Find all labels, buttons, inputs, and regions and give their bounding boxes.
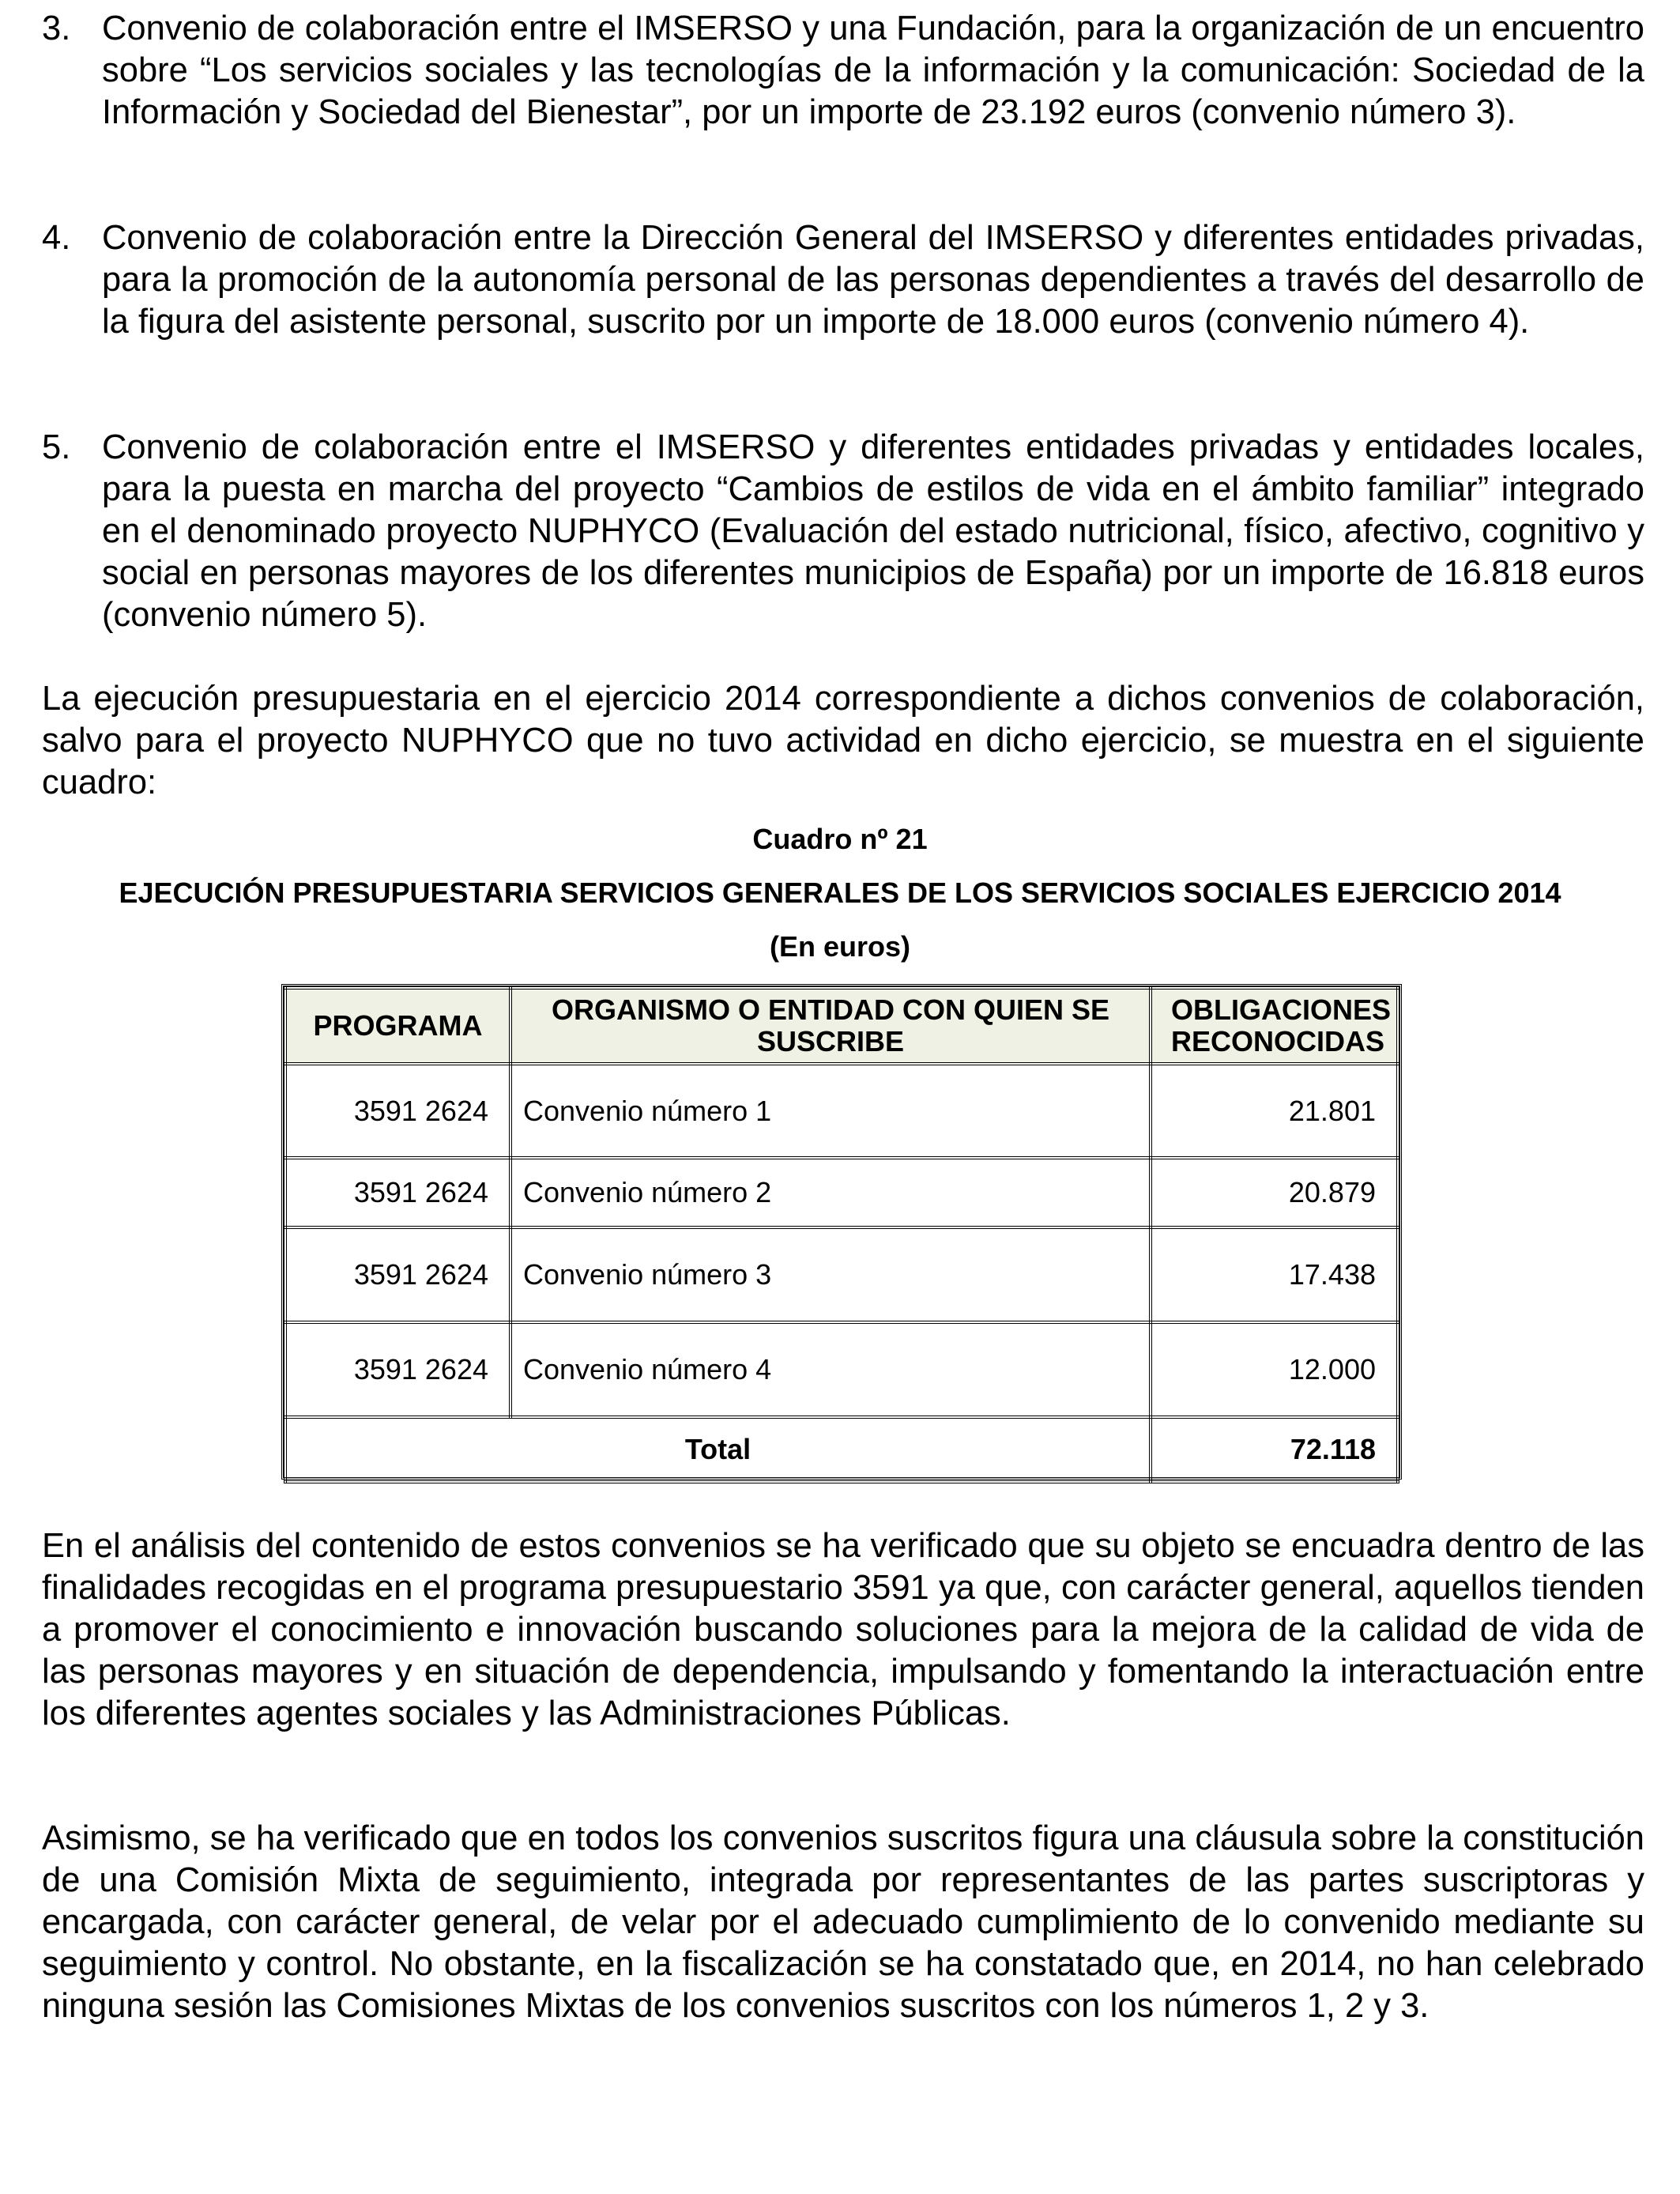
list-item-3 [42, 8, 1644, 134]
table-units: (En euros) [769, 930, 910, 963]
table-row [285, 1227, 1398, 1322]
cell-programa: 3591 2624 [285, 1227, 510, 1322]
cell-obligaciones: 20.879 [1151, 1158, 1398, 1227]
cell-programa: 3591 2624 [285, 1322, 510, 1417]
list-text: Convenio de colaboración entre la Dirección General del IMSERSO y diferentes entidades privadas, para la promoción de la autonomía personal de las personas dependientes a través del desarrollo de la figura del asistente personal, suscrito por un importe de 18.000 euros (convenio número 4). [102, 219, 1644, 341]
list-number: 3. [42, 9, 71, 47]
table-header-row [285, 988, 1398, 1064]
header-programa: PROGRAMA [285, 988, 510, 1064]
cell-programa: 3591 2624 [285, 1158, 510, 1227]
total-value: 72.118 [1151, 1417, 1398, 1482]
table-row [285, 1064, 1398, 1158]
list-item-4 [42, 217, 1644, 343]
list-text: Convenio de colaboración entre el IMSERSO y diferentes entidades privadas y entidades locales, para la puesta en marcha del proyecto “Cambios de estilos de vida en el ámbito familiar” integrado en el denominado proyecto NUPHYCO (Evaluación del estado nutricional, físico, afectivo, cognitivo y social en personas mayores de los diferentes municipios de España) por un importe de 16.818 euros (convenio número 5). [102, 428, 1644, 634]
header-organismo: ORGANISMO O ENTIDAD CON QUIEN SE SUSCRIBE [510, 988, 1151, 1064]
cell-obligaciones: 12.000 [1151, 1322, 1398, 1417]
cell-organismo: Convenio número 4 [510, 1322, 1151, 1417]
total-label: Total [285, 1417, 1151, 1482]
analysis-paragraph: En el análisis del contenido de estos convenios se ha verificado que su objeto se encuadra dentro de las finalidades recogidas en el programa presupuestario 3591 ya que, con carácter general, aquellos tienden a promover el conocimiento e innovación buscando soluciones para la mejora de la calidad de vida de las personas mayores y en situación de dependencia, impulsando y fomentando la interactuación entre los diferentes agentes sociales y las Administraciones Públicas. [42, 1527, 1644, 1732]
header-obligaciones: OBLIGACIONES RECONOCIDAS [1151, 988, 1398, 1064]
cell-organismo: Convenio número 2 [510, 1158, 1151, 1227]
table-number: Cuadro nº 21 [752, 823, 928, 855]
cell-organismo: Convenio número 1 [510, 1064, 1151, 1158]
list-item-5 [42, 427, 1644, 636]
list-number: 5. [42, 428, 71, 466]
intro-paragraph: La ejecución presupuestaria en el ejercicio 2014 correspondiente a dichos convenios de colaboración, salvo para el proyecto NUPHYCO que no tuvo actividad en dicho ejercicio, se muestra en el siguiente cuadro: [42, 680, 1644, 801]
table-row [285, 1322, 1398, 1417]
list-number: 4. [42, 219, 71, 257]
table-total-row [285, 1417, 1398, 1482]
budget-table [281, 984, 1402, 1480]
table-title: EJECUCIÓN PRESUPUESTARIA SERVICIOS GENERALES DE LOS SERVICIOS SOCIALES EJERCICIO 2014 [119, 876, 1561, 909]
cell-organismo: Convenio número 3 [510, 1227, 1151, 1322]
table-row [285, 1158, 1398, 1227]
cell-obligaciones: 21.801 [1151, 1064, 1398, 1158]
cell-obligaciones: 17.438 [1151, 1227, 1398, 1322]
commission-paragraph: Asimismo, se ha verificado que en todos los convenios suscritos figura una cláusula sobre la constitución de una Comisión Mixta de seguimiento, integrada por representantes de las partes suscriptoras y encargada, con carácter general, de velar por el adecuado cumplimiento de lo convenido mediante su seguimiento y control. No obstante, en la fiscalización se ha constatado que, en 2014, no han celebrado ninguna sesión las Comisiones Mixtas de los convenios suscritos con los números 1, 2 y 3. [42, 1819, 1644, 2025]
list-text: Convenio de colaboración entre el IMSERSO y una Fundación, para la organización de un encuentro sobre “Los servicios sociales y las tecnologías de la información y la comunicación: Sociedad de la Información y Sociedad del Bienestar”, por un importe de 23.192 euros (convenio número 3). [102, 9, 1644, 131]
cell-programa: 3591 2624 [285, 1064, 510, 1158]
